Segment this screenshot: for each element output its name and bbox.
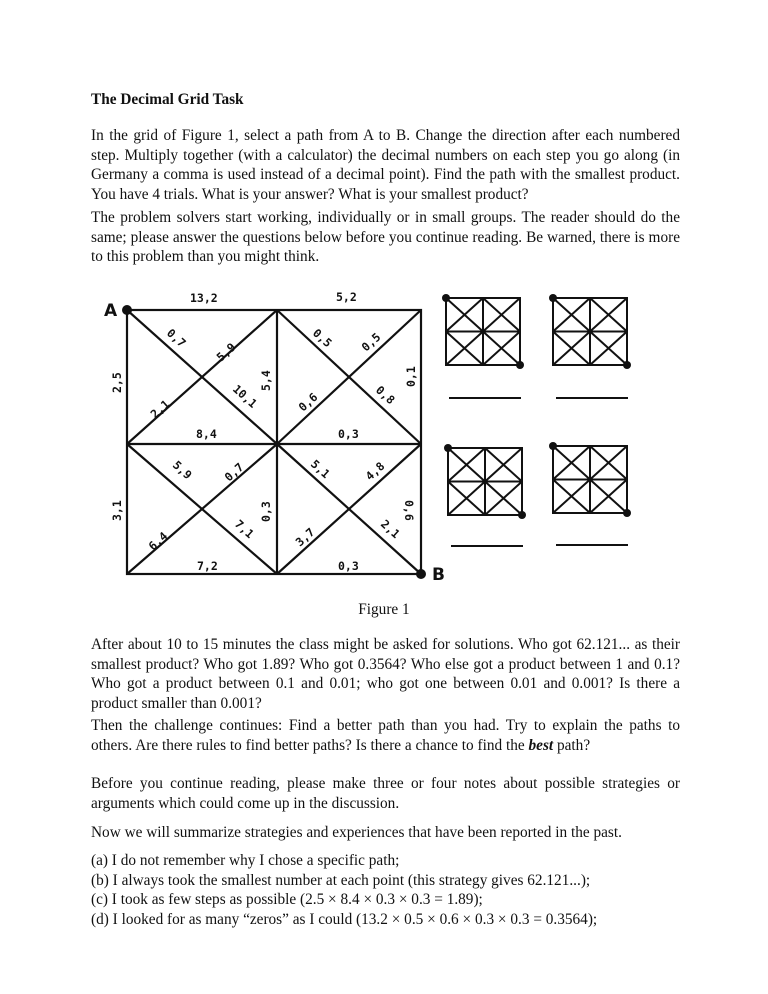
end-point (516, 361, 524, 369)
end-label: B (432, 565, 445, 585)
challenge-text: Then the challenge continues: Find a better path than you had. Try to explain the paths to others. Are there rules to find better paths? Is there a chance to find the (91, 717, 680, 754)
main-grid (127, 310, 421, 574)
challenge-text-end: path? (553, 736, 591, 754)
notes-paragraph: Before you continue reading, please make three or four notes about possible strategies or arguments which could come up in the discussion. (91, 775, 680, 812)
start-point (444, 444, 452, 452)
edge-label: 7,2 (197, 559, 218, 573)
strategy-item: (d) I looked for as many “zeros” as I could (13.2 × 0.5 × 0.6 × 0.3 × 0.3 = 0.3564); (91, 910, 598, 928)
edge-label: 2,1 (147, 396, 173, 422)
strategy-item: (a) I do not remember why I chose a specific path; (91, 852, 400, 869)
edge-label: 2,5 (110, 372, 124, 393)
start-point (122, 305, 132, 315)
edge-label: 0,3 (338, 559, 359, 573)
end-point (518, 511, 526, 519)
practice-grid (553, 446, 627, 513)
start-label: A (104, 301, 118, 321)
edge-label: 0,3 (259, 501, 273, 522)
edge-label: 8,4 (196, 427, 217, 441)
edge-label: 3,7 (292, 524, 318, 550)
edge-label: 3,1 (110, 500, 124, 521)
edge-label: 0,5 (309, 325, 335, 351)
edge-label: 5,9 (213, 339, 239, 365)
edge-label: 0,7 (221, 459, 247, 485)
summary-paragraph: Now we will summarize strategies and experiences that have been reported in the past. (91, 824, 622, 841)
instructions-paragraph: The problem solvers start working, individually or in small groups. The reader should do the same; please answer the questions below before you continue reading. Be warned, there is more to this problem than you might think. (91, 209, 680, 265)
practice-grid (446, 298, 520, 365)
edge-label: 10,1 (229, 381, 260, 411)
intro-paragraph: In the grid of Figure 1, select a path from A to B. Change the direction after each numbered step. Multiply together (with a calculator) the decimal numbers on each step you go along (in Germany a comma is used instead of a decimal point). Find the path with the smallest product. You have 4 trials. What is your answer? What is your smallest product? (91, 127, 680, 203)
practice-grid (448, 448, 522, 515)
challenge-paragraph (91, 716, 680, 755)
practice-grid (553, 298, 627, 365)
start-point (549, 442, 557, 450)
strategy-item: (c) I took as few steps as possible (2.5 × 8.4 × 0.3 × 0.3 = 1.89); (91, 891, 483, 908)
edge-label: 0,7 (163, 325, 189, 351)
edge-label: 7,1 (231, 516, 257, 542)
edge-label: 13,2 (190, 291, 218, 305)
edge-label: 0,8 (372, 382, 398, 408)
edge-label: 4,8 (362, 458, 388, 484)
edge-label: 5,9 (169, 457, 195, 483)
edge-label: 0,6 (295, 389, 321, 415)
edge-label: 2,1 (377, 516, 403, 542)
end-point (623, 509, 631, 517)
edge-label: 5,4 (259, 370, 273, 391)
edge-label: 5,2 (336, 290, 357, 304)
edge-label: 6,4 (145, 528, 171, 554)
solutions-paragraph: After about 10 to 15 minutes the class might be asked for solutions. Who got 62.121... as their smallest product? Who got 1.89? Who got 0.3564? Who else got a product between 1 and 0.1? Who got a product between 0.1 and 0.01; who got one between 0.01 and 0.001? Is there a product smaller than 0.001? (91, 636, 680, 712)
edge-label: 0,3 (338, 427, 359, 441)
edge-label: 0,6 (402, 500, 416, 521)
document-title: The Decimal Grid Task (91, 91, 244, 108)
practice-grids (442, 294, 631, 546)
emphasis-best: best (528, 736, 554, 754)
center-point (274, 441, 280, 447)
figure-caption: Figure 1 (358, 601, 410, 618)
edge-label: 0,1 (404, 366, 418, 387)
strategy-list (91, 851, 691, 929)
edge-label: 0,5 (358, 329, 384, 355)
end-point (623, 361, 631, 369)
edge-label: 5,1 (307, 456, 333, 482)
start-point (442, 294, 450, 302)
strategy-item: (b) I always took the smallest number at each point (this strategy gives 62.121...); (91, 871, 591, 889)
start-point (549, 294, 557, 302)
end-point (416, 569, 426, 579)
